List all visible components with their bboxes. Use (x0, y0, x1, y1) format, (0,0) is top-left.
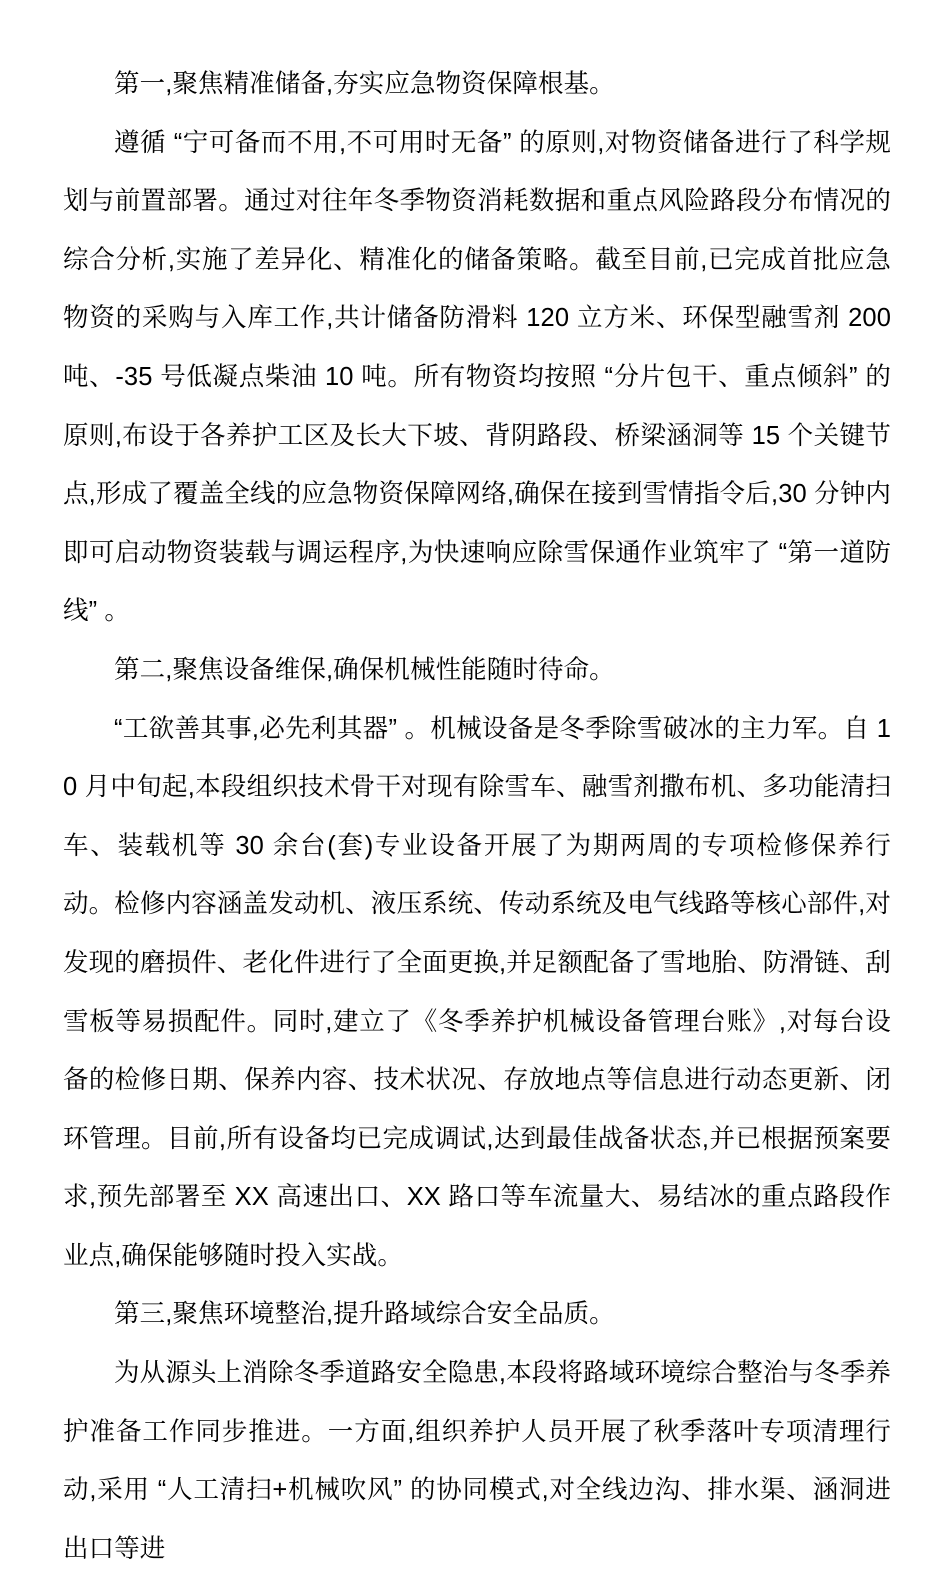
paragraph-body-third: 为从源头上消除冬季道路安全隐患,本段将路域环境综合整治与冬季养护准备工作同步推进。一方面,组织养护人员开展了秋季落叶专项清理行动,采用 “人工清扫+机械吹风” 的协同模式,对全线边沟、排水渠、涵洞进出口等进 (63, 1359, 891, 1563)
paragraph-body-second: “工欲善其事,必先利其器” 。机械设备是冬季除雪破冰的主力军。自 10 月中旬起,本段组织技术骨干对现有除雪车、融雪剂撒布机、多功能清扫车、装载机等 30 余台(套)专业设备开展了为期两周的专项检修保养行动。检修内容涵盖发动机、液压系统、传动系统及电气线路等核心部件,对发现的磨损件、老化件进行了全面更换,并足额配备了雪地胎、防滑链、刮雪板等易损配件。同时,建立了《冬季养护机械设备管理台账》,对每台设备的检修日期、保养内容、技术状况、存放地点等信息进行动态更新、闭环管理。目前,所有设备均已完成调试,达到最佳战备状态,并已根据预案要求,预先部署至 XX 高速出口、XX 路口等车流量大、易结冰的重点路段作业点,确保能够随时投入实战。 (63, 714, 891, 1270)
paragraph-heading-second: 第二,聚焦设备维保,确保机械性能随时待命。 (114, 655, 615, 684)
paragraph-heading-first: 第一,聚焦精准储备,夯实应急物资保障根基。 (114, 70, 615, 98)
paragraph-heading-third: 第三,聚焦环境整治,提升路域综合安全品质。 (114, 1300, 615, 1329)
document-body (63, 55, 891, 1578)
paragraph-body-first: 遵循 “宁可备而不用,不可用时无备” 的原则,对物资储备进行了科学规划与前置部署。通过对往年冬季物资消耗数据和重点风险路段分布情况的综合分析,实施了差异化、精准化的储备策略。截至目前,已完成首批应急物资的采购与入库工作,共计储备防滑料 120 立方米、环保型融雪剂 200 吨、-35 号低凝点柴油 10 吨。所有物资均按照 “分片包干、重点倾斜” 的原则,布设于各养护工区及长大下坡、背阴路段、桥梁涵洞等 15 个关键节点,形成了覆盖全线的应急物资保障网络,确保在接到雪情指令后,30 分钟内即可启动物资装载与调运程序,为快速响应除雪保通作业筑牢了 “第一道防线” 。 (63, 128, 891, 626)
